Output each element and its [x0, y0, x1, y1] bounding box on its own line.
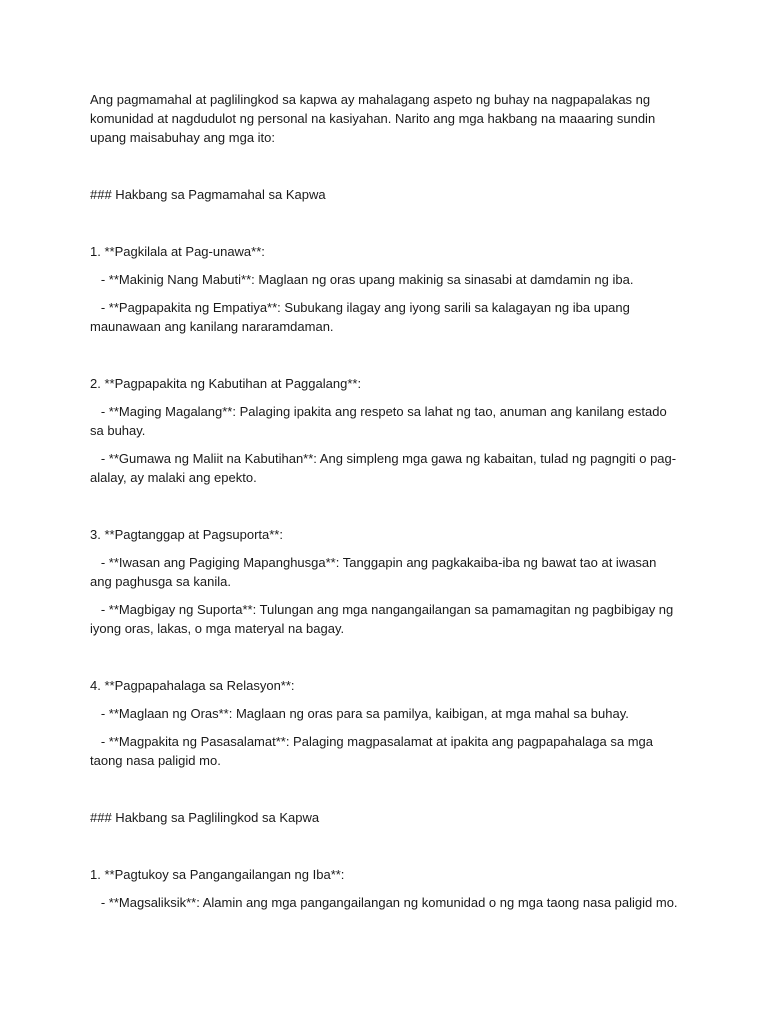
- list-item-2-bullet-1: - **Maging Magalang**: Palaging ipakita ang respeto sa lahat ng tao, anuman ang kanilang estado sa buhay.: [90, 404, 671, 438]
- section-heading-pagmamahal: ### Hakbang sa Pagmamahal sa Kapwa: [90, 187, 326, 202]
- intro-paragraph: Ang pagmamahal at paglilingkod sa kapwa ay mahalagang aspeto ng buhay na nagpapalakas ng komunidad at nagdudulot ng personal na kasiyahan. Narito ang mga hakbang na maaaring sundin upang maisabuhay ang mga ito:: [90, 92, 659, 145]
- list-item-1-bullet-1: - **Makinig Nang Mabuti**: Maglaan ng oras upang makinig sa sinasabi at damdamin ng iba.: [90, 272, 634, 287]
- service-item-1: 1. **Pagtukoy sa Pangangailangan ng Iba**:: [90, 867, 345, 882]
- document-body: [90, 90, 680, 912]
- list-item-4-bullet-2: - **Magpakita ng Pasasalamat**: Palaging magpasalamat at ipakita ang pagpapahalaga sa mga taong nasa paligid mo.: [90, 734, 657, 768]
- list-item-3-bullet-2: - **Magbigay ng Suporta**: Tulungan ang mga nangangailangan sa pamamagitan ng pagbibigay ng iyong oras, lakas, o mga materyal na bagay.: [90, 602, 677, 636]
- list-item-2-bullet-2: - **Gumawa ng Maliit na Kabutihan**: Ang simpleng mga gawa ng kabaitan, tulad ng pagngiti o pag-alalay, ay malaki ang epekto.: [90, 451, 677, 485]
- list-item-2: 2. **Pagpapakita ng Kabutihan at Paggalang**:: [90, 376, 362, 391]
- list-item-4-bullet-1: - **Maglaan ng Oras**: Maglaan ng oras para sa pamilya, kaibigan, at mga mahal sa buhay.: [90, 706, 629, 721]
- list-item-4: 4. **Pagpapahalaga sa Relasyon**:: [90, 678, 295, 693]
- list-item-1: 1. **Pagkilala at Pag-unawa**:: [90, 244, 265, 259]
- service-item-1-bullet-1: - **Magsaliksik**: Alamin ang mga pangangailangan ng komunidad o ng mga taong nasa paligid mo.: [90, 895, 678, 910]
- list-item-3-bullet-1: - **Iwasan ang Pagiging Mapanghusga**: Tanggapin ang pagkakaiba-iba ng bawat tao at iwasan ang paghusga sa kanila.: [90, 555, 661, 589]
- list-item-3: 3. **Pagtanggap at Pagsuporta**:: [90, 527, 283, 542]
- section-heading-paglilingkod: ### Hakbang sa Paglilingkod sa Kapwa: [90, 810, 320, 825]
- list-item-1-bullet-2: - **Pagpapakita ng Empatiya**: Subukang ilagay ang iyong sarili sa kalagayan ng iba upang maunawaan ang kanilang nararamdaman.: [90, 300, 634, 334]
